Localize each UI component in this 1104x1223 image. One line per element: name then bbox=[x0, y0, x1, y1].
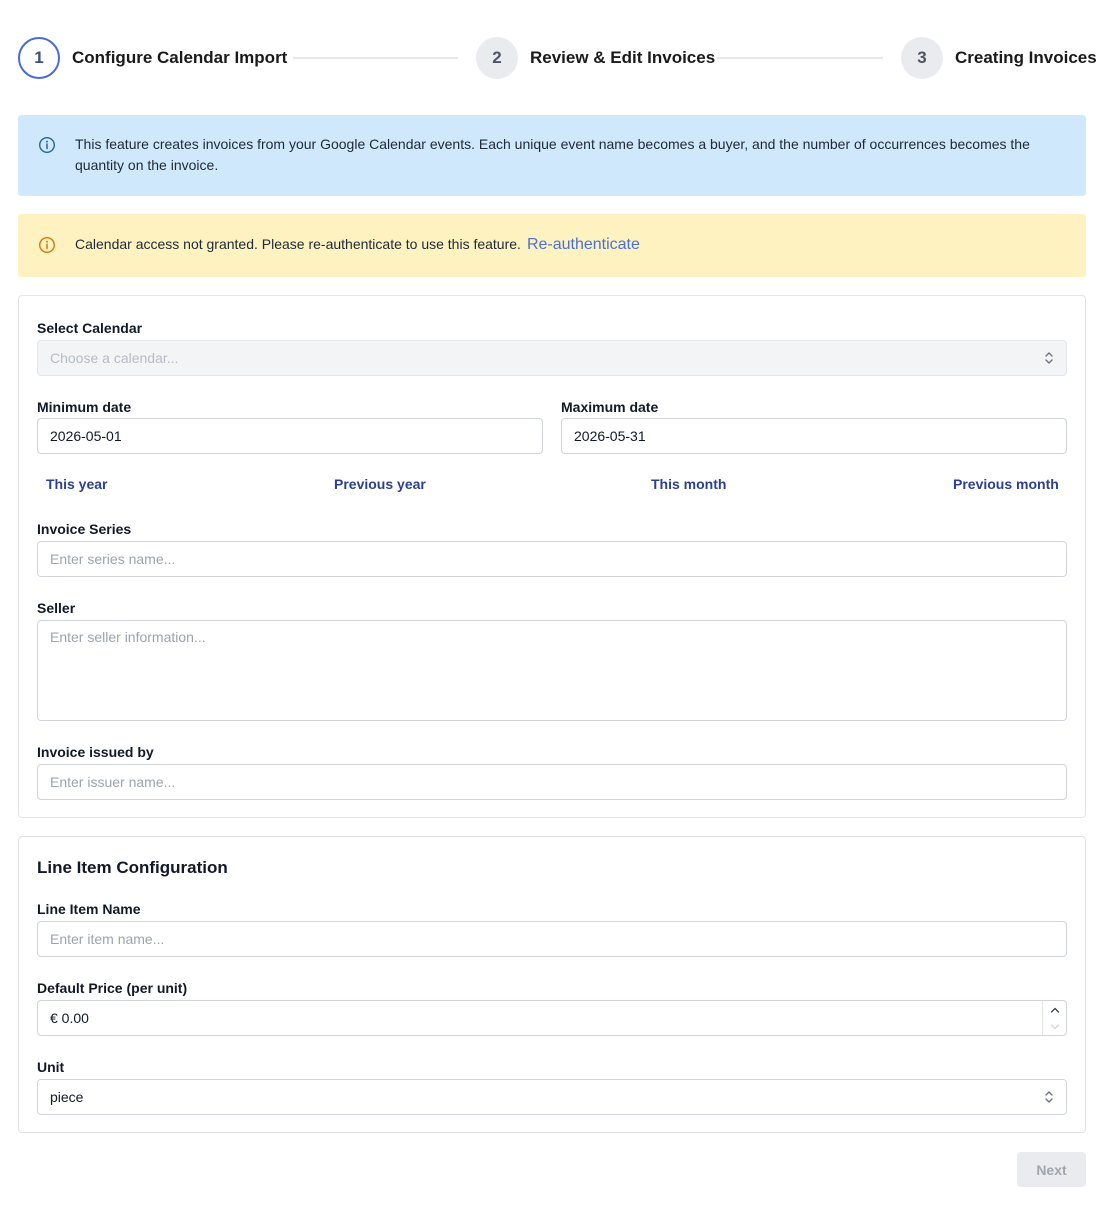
default-price-label: Default Price (per unit) bbox=[37, 980, 188, 996]
min-date-value: 2026-05-01 bbox=[50, 428, 122, 444]
step-2-number: 2 bbox=[476, 37, 518, 79]
max-date-value: 2026-05-31 bbox=[574, 428, 646, 444]
step-2[interactable] bbox=[476, 37, 715, 79]
warning-icon bbox=[38, 236, 56, 254]
info-icon bbox=[38, 136, 56, 154]
invoice-series-label: Invoice Series bbox=[37, 521, 132, 537]
step-1-number: 1 bbox=[18, 37, 60, 79]
step-3[interactable] bbox=[901, 37, 1097, 79]
unit-label: Unit bbox=[37, 1059, 65, 1075]
max-date-label: Maximum date bbox=[561, 399, 659, 415]
warning-alert-content bbox=[75, 234, 1066, 255]
info-alert-text: This feature creates invoices from your Google Calendar events. Each unique event name becomes a buyer, and the number of occurrences becomes the quantity on the invoice. bbox=[75, 136, 1030, 173]
line-item-title: Line Item Configuration bbox=[37, 858, 228, 877]
price-stepper bbox=[1042, 1001, 1066, 1035]
issuer-label: Invoice issued by bbox=[37, 744, 154, 760]
step-connector-2 bbox=[717, 57, 883, 59]
chevron-down-icon bbox=[1050, 1023, 1060, 1031]
stepper bbox=[18, 37, 1097, 79]
reauthenticate-link[interactable]: Re-authenticate bbox=[526, 236, 640, 253]
line-item-name-label: Line Item Name bbox=[37, 901, 141, 917]
warning-alert bbox=[18, 214, 1086, 277]
chevron-up-icon bbox=[1050, 1006, 1060, 1014]
select-calendar-label: Select Calendar bbox=[37, 320, 143, 336]
increment-button[interactable] bbox=[1043, 1001, 1067, 1018]
min-date-label: Minimum date bbox=[37, 399, 132, 415]
seller-textarea[interactable] bbox=[37, 620, 1067, 721]
unit-select-value: piece bbox=[50, 1089, 84, 1105]
step-1-label: Configure Calendar Import bbox=[72, 48, 288, 67]
default-price-value: € 0.00 bbox=[50, 1010, 89, 1026]
seller-label: Seller bbox=[37, 600, 76, 616]
default-price-input[interactable] bbox=[37, 1000, 1067, 1036]
min-date-input[interactable] bbox=[37, 418, 543, 454]
line-item-card bbox=[18, 836, 1086, 1133]
step-2-label: Review & Edit Invoices bbox=[530, 48, 716, 67]
this-year-button[interactable]: This year bbox=[46, 476, 108, 492]
next-button[interactable]: Next bbox=[1017, 1152, 1086, 1187]
step-3-label: Creating Invoices bbox=[955, 48, 1097, 67]
chevron-updown-icon bbox=[1044, 351, 1054, 365]
step-1[interactable] bbox=[18, 37, 287, 79]
step-3-number: 3 bbox=[901, 37, 943, 79]
decrement-button[interactable] bbox=[1043, 1018, 1067, 1035]
invoice-series-input[interactable] bbox=[37, 541, 1067, 577]
max-date-input[interactable] bbox=[561, 418, 1067, 454]
step-connector-1 bbox=[293, 57, 458, 59]
chevron-updown-icon bbox=[1044, 1090, 1054, 1104]
this-month-button[interactable]: This month bbox=[651, 476, 727, 492]
issuer-input[interactable] bbox=[37, 764, 1067, 800]
calendar-select-placeholder: Choose a calendar... bbox=[50, 350, 179, 366]
warning-alert-text: Calendar access not granted. Please re-authenticate to use this feature. bbox=[75, 236, 521, 252]
previous-month-button[interactable]: Previous month bbox=[953, 476, 1059, 492]
line-item-name-input[interactable] bbox=[37, 921, 1067, 957]
previous-year-button[interactable]: Previous year bbox=[334, 476, 426, 492]
calendar-config-card bbox=[18, 295, 1086, 818]
unit-select[interactable] bbox=[37, 1079, 1067, 1115]
calendar-select[interactable] bbox=[37, 340, 1067, 376]
info-alert bbox=[18, 115, 1086, 196]
